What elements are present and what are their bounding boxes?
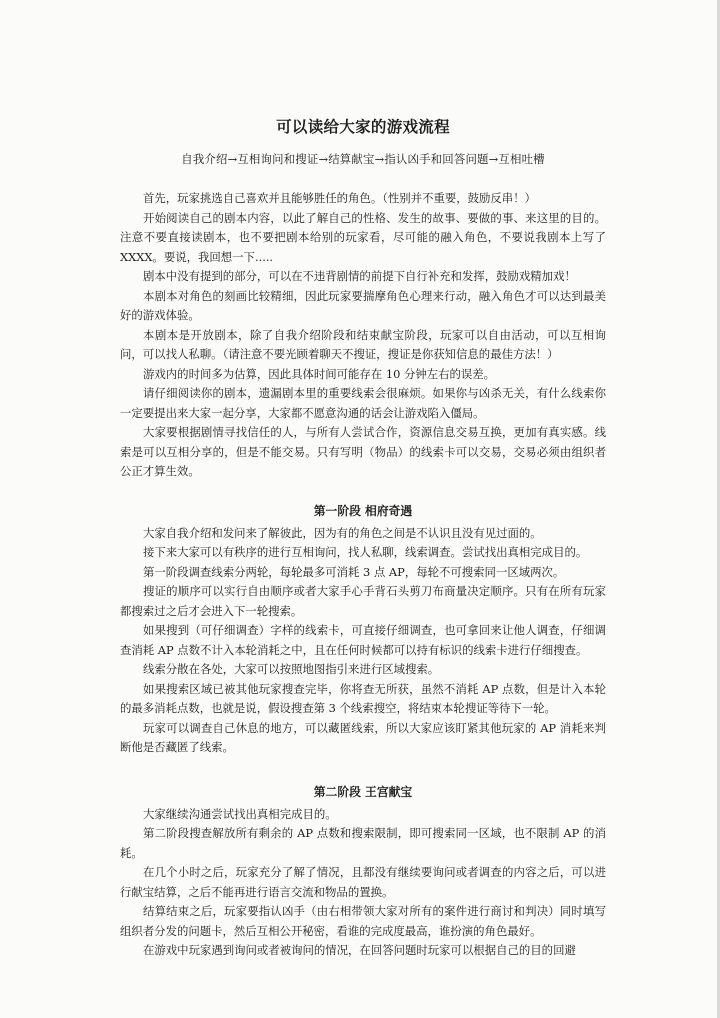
document-body (120, 108, 606, 961)
paragraph: 大家自我介绍和发问来了解彼此，因为有的角色之间是不认识且没有见过面的。 (143, 525, 542, 540)
intro-section (120, 189, 606, 482)
paragraph: 如果搜索区域已被其他玩家搜查完毕，你将查无所获，虽然不消耗 AP 点数，但是计入本轮的最多消耗点数，也就是说，假设搜查第 3 个线索搜空，将结束本轮搜证等待下一轮。 (120, 681, 606, 715)
stage1-heading: 第一阶段 相府奇遇 (313, 503, 413, 518)
paragraph: 在游戏中玩家遇到询问或者被询问的情况，在回答问题时玩家可以根据自己的目的回避 (143, 943, 576, 957)
paragraph: 请仔细阅读你的剧本，遗漏剧本里的重要线索会很麻烦。如果你与凶杀无关，有什么线索你一定要提出来大家一起分享，大家都不愿意沟通的话会让游戏陷入僵局。 (120, 386, 606, 420)
paragraph: 结算结束之后，玩家要指认凶手（由右相带领大家对所有的案件进行商讨和判决）同时填写组织者分发的问题卡，然后互相公开秘密，看谁的完成度最高，谁扮演的角色最好。 (120, 904, 606, 938)
stage1-section (120, 524, 606, 758)
paragraph: 开始阅读自己的剧本内容，以此了解自己的性格、发生的故事、要做的事、来这里的目的。注意不要直接读剧本，也不要把剧本给别的玩家看，尽可能的融入角色，不要说我剧本上写了 XXXX。要说，我回想一下..... (120, 210, 606, 264)
paragraph: 本剧本是开放剧本，除了自我介绍阶段和结束献宝阶段，玩家可以自由活动，可以互相询问，可以找人私聊。（请注意不要光顾着聊天不搜证，搜证是你获知信息的最佳方法！） (120, 327, 606, 361)
paragraph: 剧本中没有提到的部分，可以在不违背剧情的前提下自行补充和发挥，鼓励戏精加戏！ (143, 269, 576, 283)
paragraph: 搜证的顺序可以实行自由顺序或者大家手心手背石头剪刀布商量决定顺序。只有在所有玩家都搜索过之后才会进入下一轮搜索。 (120, 584, 606, 618)
paragraph: 玩家可以调查自己休息的地方，可以藏匿线索，所以大家应该盯紧其他玩家的 AP 消耗来判断他是否藏匿了线索。 (120, 720, 606, 754)
paragraph: 首先，玩家挑选自己喜欢并且能够胜任的角色。（性别并不重要，鼓励反串！） (143, 191, 536, 205)
stage2-heading: 第二阶段 王宫献宝 (313, 784, 413, 799)
paragraph: 如果搜到（可仔细调查）字样的线索卡，可直接仔细调查，也可拿回来让他人调查，仔细调查消耗 AP 点数不计入本轮消耗之中，且在任何时候都可以持有标识的线索卡进行仔细搜查。 (120, 623, 606, 657)
paragraph: 游戏内的时间多为估算，因此具体时间可能存在 10 分钟左右的误差。 (143, 366, 496, 381)
paragraph: 线索分散在各处，大家可以按照地图指引来进行区域搜索。 (143, 662, 440, 676)
paragraph: 在几个小时之后，玩家充分了解了情况，且都没有继续要询问或者调查的内容之后，可以进行献宝结算，之后不能再进行语言交流和物品的置换。 (120, 865, 606, 899)
paragraph: 大家要根据剧情寻找信任的人，与所有人尝试合作，资源信息交易互换，更加有真实感。线索是可以互相分享的，但是不能交易。只有写明（物品）的线索卡可以交易，交易必须由组织者公正才算生效。 (120, 425, 606, 478)
document-title: 可以读给大家的游戏流程 (276, 117, 450, 136)
paragraph: 接下来大家可以有秩序的进行互相询问，找人私聊，线索调查。尝试找出真相完成目的。 (143, 545, 588, 559)
paragraph: 第二阶段搜查解放所有剩余的 AP 点数和搜索限制，即可搜索同一区域，也不限制 AP 的消耗。 (120, 826, 606, 860)
paragraph: 第一阶段调查线索分两轮，每轮最多可消耗 3 点 AP，每轮不可搜索同一区域两次。 (143, 564, 565, 579)
stage2-section (120, 805, 606, 961)
game-flow-line: 自我介绍→互相询问和搜证→结算献宝→指认凶手和回答问题→互相吐槽 (181, 152, 545, 166)
paragraph: 大家继续沟通尝试找出真相完成目的。 (143, 806, 337, 821)
paragraph: 本剧本对角色的刻画比较精细，因此玩家要揣摩角色心理来行动，融入角色才可以达到最美好的游戏体验。 (120, 288, 606, 322)
